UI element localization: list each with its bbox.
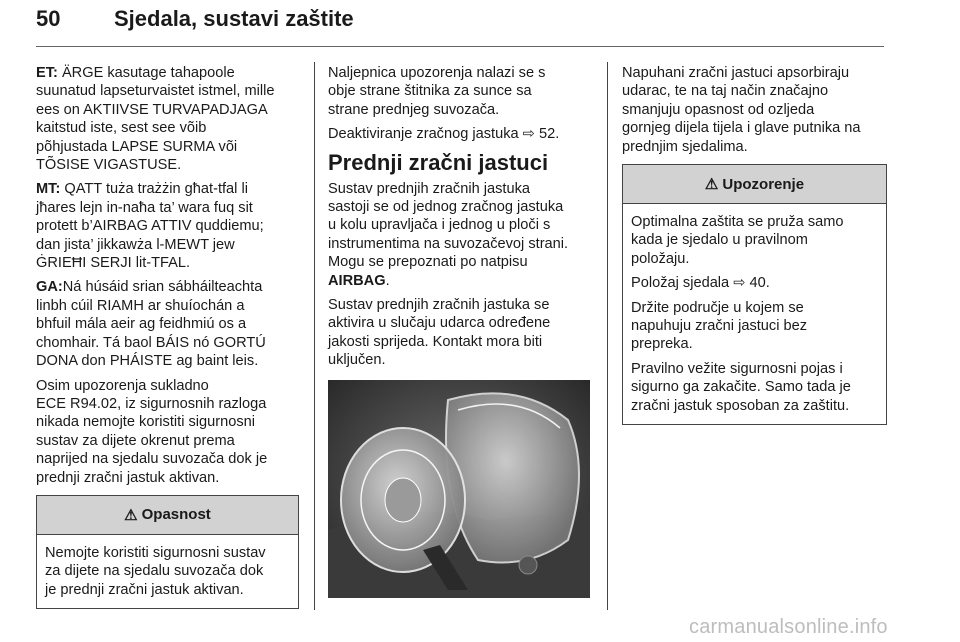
airbag-illustration [328, 380, 590, 598]
column-divider-2 [607, 62, 608, 610]
system-description: Sustav prednjih zračnih jastuka sastoji se od jednog zračnog jastuka u kolu upravljača i jednog u ploči s instrumentima na suvozačevoj strani. Mogu se prepoznati po natpisu AIRBAG. [328, 180, 569, 289]
deactivation-reference: Deaktiviranje zračnog jastuka ⇨ 52. [328, 126, 560, 143]
warning-box-body [623, 204, 886, 424]
column-middle [328, 64, 590, 598]
warning-triangle-icon: ⚠ [704, 176, 719, 194]
section-heading: Prednji zračni jastuci [328, 149, 549, 175]
warning-text-1: Optimalna zaštita se pruža samo kada je sjedalo u pravilnom položaju. [631, 214, 844, 267]
warning-box-header [623, 165, 886, 204]
warning-et: ET: ÄRGE kasutage tahapoole suunatud lapseturvaistet istmel, mille ees on AKTIIVSE TURVAPADJAGA kaitstud iste, sest see võib põhjustada LAPSE SURMA või TÕSISE VIGASTUSE. [36, 65, 275, 174]
warning-mt: MT: QATT tuża trażżin għat-tfal li jħares lejn in-naħa ta’ wara fuq sit protett b’AIRBAG ATTIV quddiemu; dan jista’ jikkawża l-MEWT jew ĠRIEĦI SERJI lit-TFAL. [36, 181, 264, 272]
header-divider [36, 46, 884, 47]
watermark: carmanualsonline.info [689, 616, 888, 638]
ece-paragraph: Osim upozorenja sukladno ECE R94.02, iz sigurnosnih razloga nikada nemojte koristiti sigurnosni sustav za dijete okrenut prema naprijed na sjedalu suvozača dok je prednji zračni jastuk aktivan. [36, 377, 268, 486]
page-title: Sjedala, sustavi zaštite [114, 6, 354, 31]
column-divider-1 [314, 62, 315, 610]
warning-text-2: Položaj sjedala ⇨ 40. [631, 275, 770, 292]
danger-box-header [37, 496, 298, 535]
warning-box [622, 164, 887, 425]
column-left [36, 64, 299, 609]
danger-text: Nemojte koristiti sigurnosni sustav za dijete na sjedalu suvozača dok je prednji zračni jastuk aktivan. [45, 544, 266, 598]
page-header [36, 4, 884, 46]
column-right [622, 64, 887, 425]
warning-ga: GA:Ná húsáid srian sábháilteachta linbh cúil RIAMH ar shuíochán a bhfuil mála aeir ag feidhmiú os a chomhair. Tá baol BÁIS nó GORTÚ DONA don PHÁISTE ag baint leis. [36, 279, 266, 370]
label-paragraph: Naljepnica upozorenja nalazi se s obje strane štitnika za sunce sa strane prednjeg suvozača. [328, 65, 546, 118]
protection-paragraph: Napuhani zračni jastuci apsorbiraju udarac, te na taj način značajno smanjuju opasnost od ozljeda gornjeg dijela tijela i glave putnika na prednjim sjedalima. [622, 65, 861, 155]
warning-triangle-icon: ⚠ [124, 506, 138, 524]
warning-text-3: Držite područje u kojem se napuhuju zračni jastuci bez prepreka. [631, 299, 808, 353]
airbag-label: AIRBAG [328, 272, 386, 289]
danger-title: Opasnost [141, 506, 211, 524]
activation-paragraph: Sustav prednjih zračnih jastuka se aktivira u slučaju udarca određene jakosti sprijeda. Kontakt mora biti uključen. [328, 297, 551, 369]
danger-box [36, 495, 299, 609]
page-number: 50 [36, 6, 61, 31]
danger-box-body [37, 535, 298, 608]
warning-title: Upozorenje [722, 175, 805, 193]
warning-text-4: Pravilno vežite sigurnosni pojas i sigurno ga zakačite. Samo tada je zračni jastuk sposoban za zaštitu. [631, 360, 851, 414]
